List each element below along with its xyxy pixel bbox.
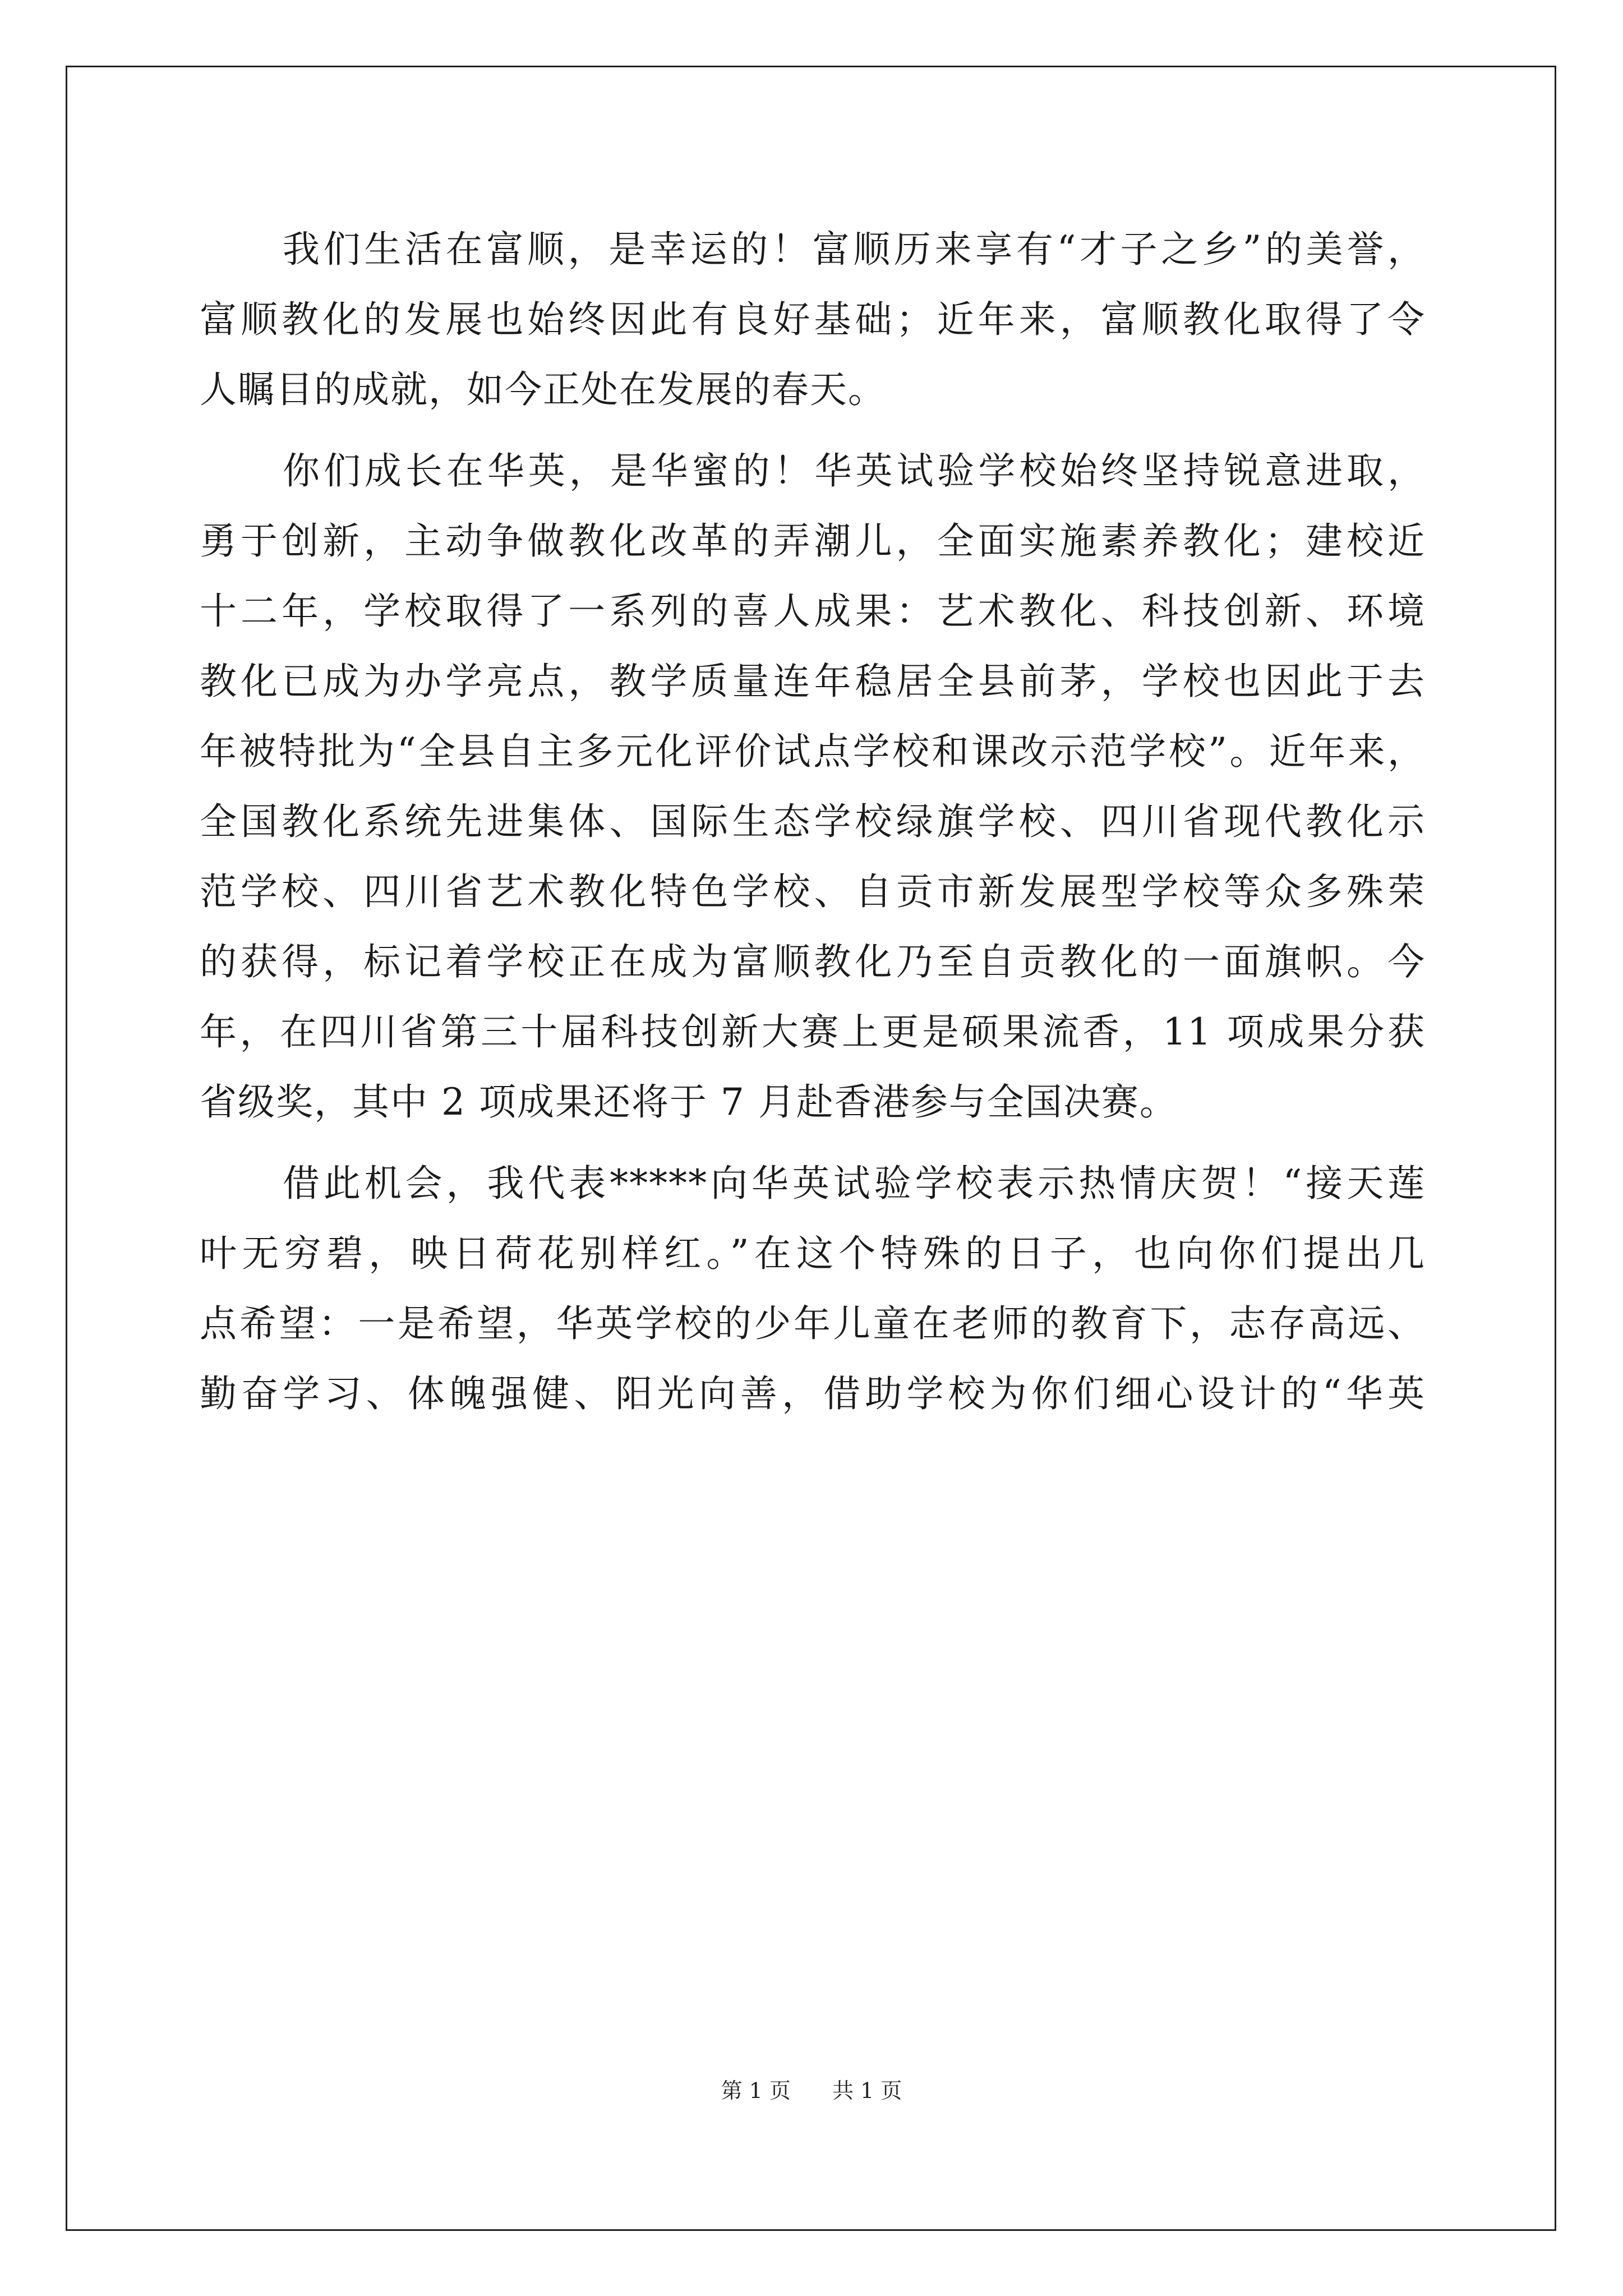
page-number: 第 1 页 bbox=[721, 2078, 791, 2103]
text-line: 教化已成为办学亮点，教学质量连年稳居全县前茅，学校也因此于去 bbox=[200, 660, 1426, 703]
text-line: 勤奋学习、体魄强健、阳光向善，借助学校为你们细心设计的“华英 bbox=[200, 1372, 1426, 1415]
page-total: 共 1 页 bbox=[832, 2078, 902, 2103]
text-line: 点希望：一是希望，华英学校的少年儿童在老师的教育下，志存高远、 bbox=[200, 1302, 1426, 1345]
text-line: 年被特批为“全县自主多元化评价试点学校和课改示范学校”。近年来， bbox=[200, 730, 1426, 773]
text-line: 十二年，学校取得了一系列的喜人成果：艺术教化、科技创新、环境 bbox=[200, 590, 1426, 633]
text-line: 我们生活在富顺，是幸运的！富顺历来享有“才子之乡”的美誉， bbox=[283, 228, 1426, 271]
text-line: 的获得，标记着学校正在成为富顺教化乃至自贡教化的一面旗帜。今 bbox=[200, 940, 1426, 983]
paragraph-1 bbox=[200, 214, 1426, 425]
text-line: 勇于创新，主动争做教化改革的弄潮儿，全面实施素养教化；建校近 bbox=[200, 519, 1426, 563]
text-line: 叶无穷碧，映日荷花别样红。”在这个特殊的日子，也向你们提出几 bbox=[200, 1232, 1426, 1275]
page-footer bbox=[0, 2073, 1623, 2104]
text-line: 年，在四川省第三十届科技创新大赛上更是硕果流香，11 项成果分获 bbox=[200, 1010, 1426, 1053]
paragraph-3 bbox=[200, 1148, 1426, 1429]
document-body bbox=[200, 214, 1426, 1429]
text-line: 省级奖，其中 2 项成果还将于 7 月赴香港参与全国决赛。 bbox=[200, 1080, 1178, 1124]
text-line: 人瞩目的成就，如今正处在发展的春天。 bbox=[200, 368, 886, 411]
text-line: 富顺教化的发展也始终因此有良好基础；近年来，富顺教化取得了令 bbox=[200, 298, 1426, 341]
paragraph-2 bbox=[200, 436, 1426, 1137]
text-line: 全国教化系统先进集体、国际生态学校绿旗学校、四川省现代教化示 bbox=[200, 800, 1426, 843]
text-line: 你们成长在华英，是华蜜的！华英试验学校始终坚持锐意进取， bbox=[283, 449, 1426, 493]
text-line: 借此机会，我代表*****向华英试验学校表示热情庆贺！“接天莲 bbox=[283, 1162, 1426, 1205]
text-line: 范学校、四川省艺术教化特色学校、自贡市新发展型学校等众多殊荣 bbox=[200, 870, 1426, 913]
